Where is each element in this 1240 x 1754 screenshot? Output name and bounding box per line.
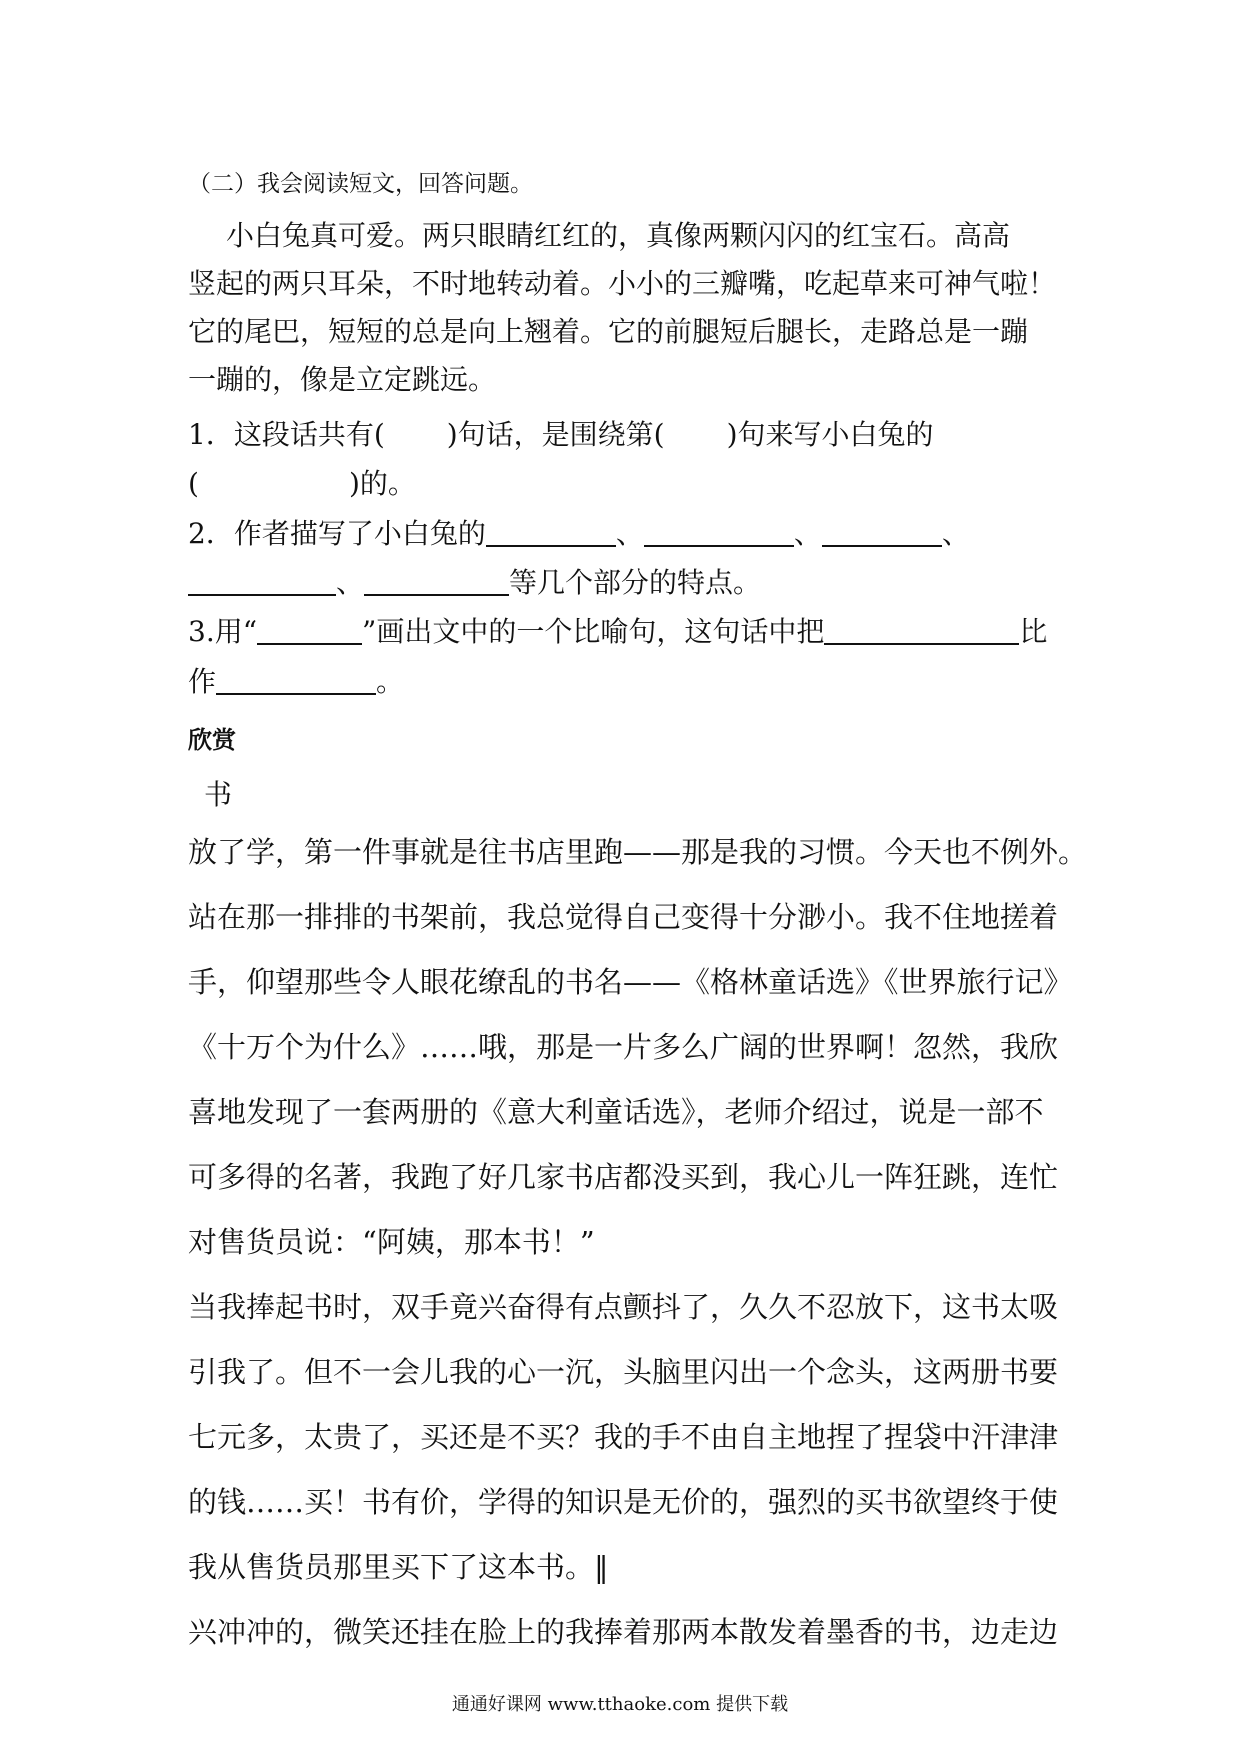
passage-line: 小白兔真可爱。两只眼睛红红的，真像两颗闪闪的红宝石。高高 [226, 219, 1011, 252]
question-2-line-2 [188, 561, 761, 601]
separator: 、 [941, 517, 970, 550]
article-title: 书 [204, 778, 233, 811]
question-1-text: )的。 [348, 467, 416, 500]
article-line: 站在那一排排的书架前，我总觉得自己变得十分渺小。我不住地搓着 [188, 900, 1059, 934]
passage-line: 竖起的两只耳朵，不时地转动着。小小的三瓣嘴，吃起草来可神气啦！ [188, 267, 1057, 300]
article-line: 可多得的名著，我跑了好几家书店都没买到，我心儿一阵狂跳，连忙 [188, 1160, 1059, 1194]
question-1-text: )句来写小白兔的 [726, 418, 934, 451]
article-line: 放了学，第一件事就是往书店里跑——那是我的习惯。今天也不例外。 [188, 835, 1088, 869]
separator: 、 [615, 517, 644, 550]
question-3-text: 作 [188, 665, 217, 698]
question-1-line-2 [188, 462, 416, 502]
separator: 、 [793, 517, 822, 550]
answer-blank[interactable] [188, 568, 336, 596]
article-line: 引我了。但不一会儿我的心一沉，头脑里闪出一个念头，这两册书要 [188, 1355, 1059, 1389]
appreciate-label: 欣赏 [188, 725, 236, 754]
question-1-line-1 [188, 413, 934, 453]
question-2-line-1 [188, 512, 970, 552]
answer-blank[interactable] [486, 519, 616, 547]
question-2-text: 2．作者描写了小白兔的 [188, 517, 486, 550]
question-3-text: 。 [376, 665, 405, 698]
answer-blank[interactable] [216, 667, 376, 695]
article-line: 《十万个为什么》……哦，那是一片多么广阔的世界啊！忽然，我欣 [188, 1030, 1059, 1064]
article-line: 喜地发现了一套两册的《意大利童话选》，老师介绍过，说是一部不 [188, 1095, 1044, 1129]
question-1-text: 1．这段话共有( [188, 418, 385, 451]
question-2-text: 等几个部分的特点。 [509, 566, 762, 599]
question-1-text: ( [188, 467, 199, 500]
question-1-text: )句话，是围绕第( [446, 418, 665, 451]
page-footer: 通通好课网 www.tthaoke.com 提供下载 [451, 1694, 789, 1715]
question-3-line-2 [188, 660, 404, 700]
article-line: 对售货员说：“阿姨，那本书！” [188, 1225, 595, 1259]
passage-line: 一蹦的，像是立定跳远。 [188, 363, 497, 396]
answer-blank[interactable] [824, 617, 1019, 645]
article-line: 当我捧起书时，双手竟兴奋得有点颤抖了，久久不忍放下，这书太吸 [188, 1290, 1059, 1324]
question-3-text: 比 [1019, 615, 1048, 648]
article-line: 的钱……买！书有价，学得的知识是无价的，强烈的买书欲望终于使 [188, 1485, 1059, 1519]
question-3-text: 3.用“ [188, 615, 258, 648]
section-heading: （二）我会阅读短文，回答问题。 [188, 171, 533, 197]
answer-blank[interactable] [644, 519, 794, 547]
passage-line: 它的尾巴，短短的总是向上翘着。它的前腿短后腿长，走路总是一蹦 [188, 315, 1029, 348]
answer-blank[interactable] [364, 568, 509, 596]
question-3-line-1 [188, 610, 1047, 650]
article-line: 兴冲冲的，微笑还挂在脸上的我捧着那两本散发着墨香的书，边走边 [188, 1615, 1059, 1649]
separator: 、 [336, 566, 365, 599]
article-line: 七元多，太贵了，买还是不买？我的手不由自主地捏了捏袋中汗津津 [188, 1420, 1059, 1454]
article-line: 我从售货员那里买下了这本书。‖ [188, 1550, 609, 1584]
article-line: 手，仰望那些令人眼花缭乱的书名——《格林童话选》《世界旅行记》 [188, 965, 1073, 999]
question-3-text: ”画出文中的一个比喻句，这句话中把 [362, 615, 825, 648]
answer-blank[interactable] [822, 519, 942, 547]
answer-blank[interactable] [257, 617, 362, 645]
